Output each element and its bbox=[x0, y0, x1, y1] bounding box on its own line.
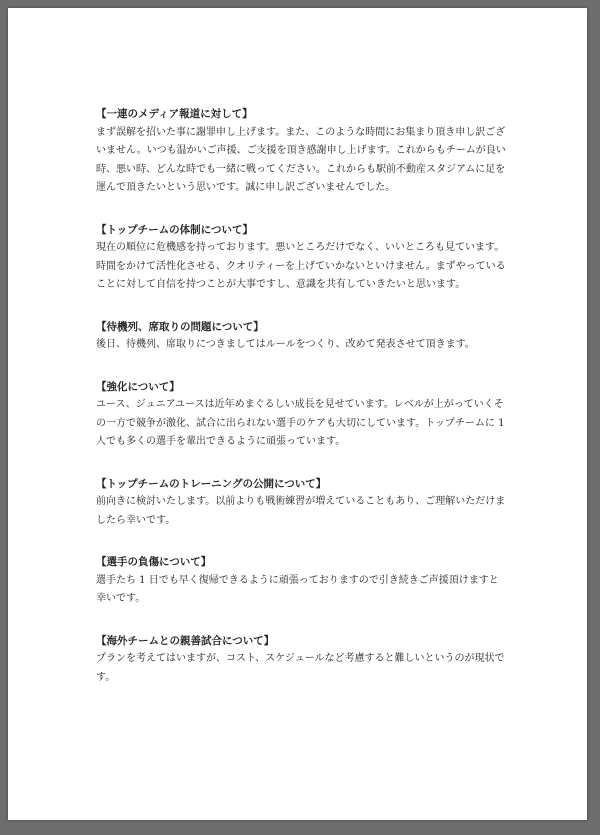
section-body: ユース、ジュニアユースは近年めまぐるしい成長を見せています。レベルが上がっていくそ の一方で競争が激化、試合に出られない選手のケアも大切にしています。トップチームに 1 人でも多くの選手を輩出できるように頑張っています。 bbox=[96, 399, 505, 447]
section-reinforcement bbox=[96, 378, 524, 452]
section-body: 選手たち 1 日でも早く復帰できるように頑張っておりますので引き続きご声援頂けますと 幸いです。 bbox=[96, 574, 499, 604]
section-heading: 【トップチームの体制について】 bbox=[96, 223, 253, 236]
section-body: プランを考えてはいますが、コスト、スケジュールなど考慮すると難しいというのが現状で す。 bbox=[96, 653, 505, 683]
document-content bbox=[96, 105, 524, 710]
section-body: 後日、待機列、席取りにつきましてはルールをつくり、改めて発表させて頂きます。 bbox=[96, 339, 475, 350]
section-heading: 【トップチームのトレーニングの公開について】 bbox=[96, 477, 327, 490]
section-heading: 【選手の負傷について】 bbox=[96, 556, 212, 568]
section-heading: 【待機列、席取りの問題について】 bbox=[96, 320, 264, 333]
section-heading: 【強化について】 bbox=[96, 380, 180, 393]
section-heading: 【一連のメディア報道に対して】 bbox=[96, 108, 253, 120]
section-friendly-matches bbox=[96, 632, 524, 688]
section-top-team-structure bbox=[96, 221, 524, 295]
section-body: まず誤解を招いた事に謝罪申し上げます。また、このような時間にお集まり頂き申し訳ござ いません。いつも温かいご声援、ご支援を頂き感謝申し上げます。これからもチームが良い 時、悪い時、どんな時でも一緒に戦ってください。これからも駅前不動産スタジアムに足を 運んで頂きたいという思いです。誠に申し訳ございませんでした。 bbox=[96, 126, 506, 193]
section-queue-seating bbox=[96, 318, 524, 355]
document-page bbox=[8, 8, 587, 820]
section-body: 前向きに検討いたします。以前よりも戦術練習が増えていることもあり、ご理解いただけま したら幸いです。 bbox=[96, 496, 506, 526]
section-training-open bbox=[96, 475, 524, 531]
section-body: 現在の順位に危機感を持っております。悪いところだけでなく、いいところも見ています。 時間をかけて活性化させる、クオリティーを上げていかないといけません。まずやっている ことに対して自信を持つことが大事ですし、意識を共有していきたいと思います。 bbox=[96, 242, 506, 290]
section-player-injuries bbox=[96, 553, 524, 609]
section-media-reports bbox=[96, 105, 524, 198]
section-heading: 【海外チームとの親善試合について】 bbox=[96, 634, 275, 647]
